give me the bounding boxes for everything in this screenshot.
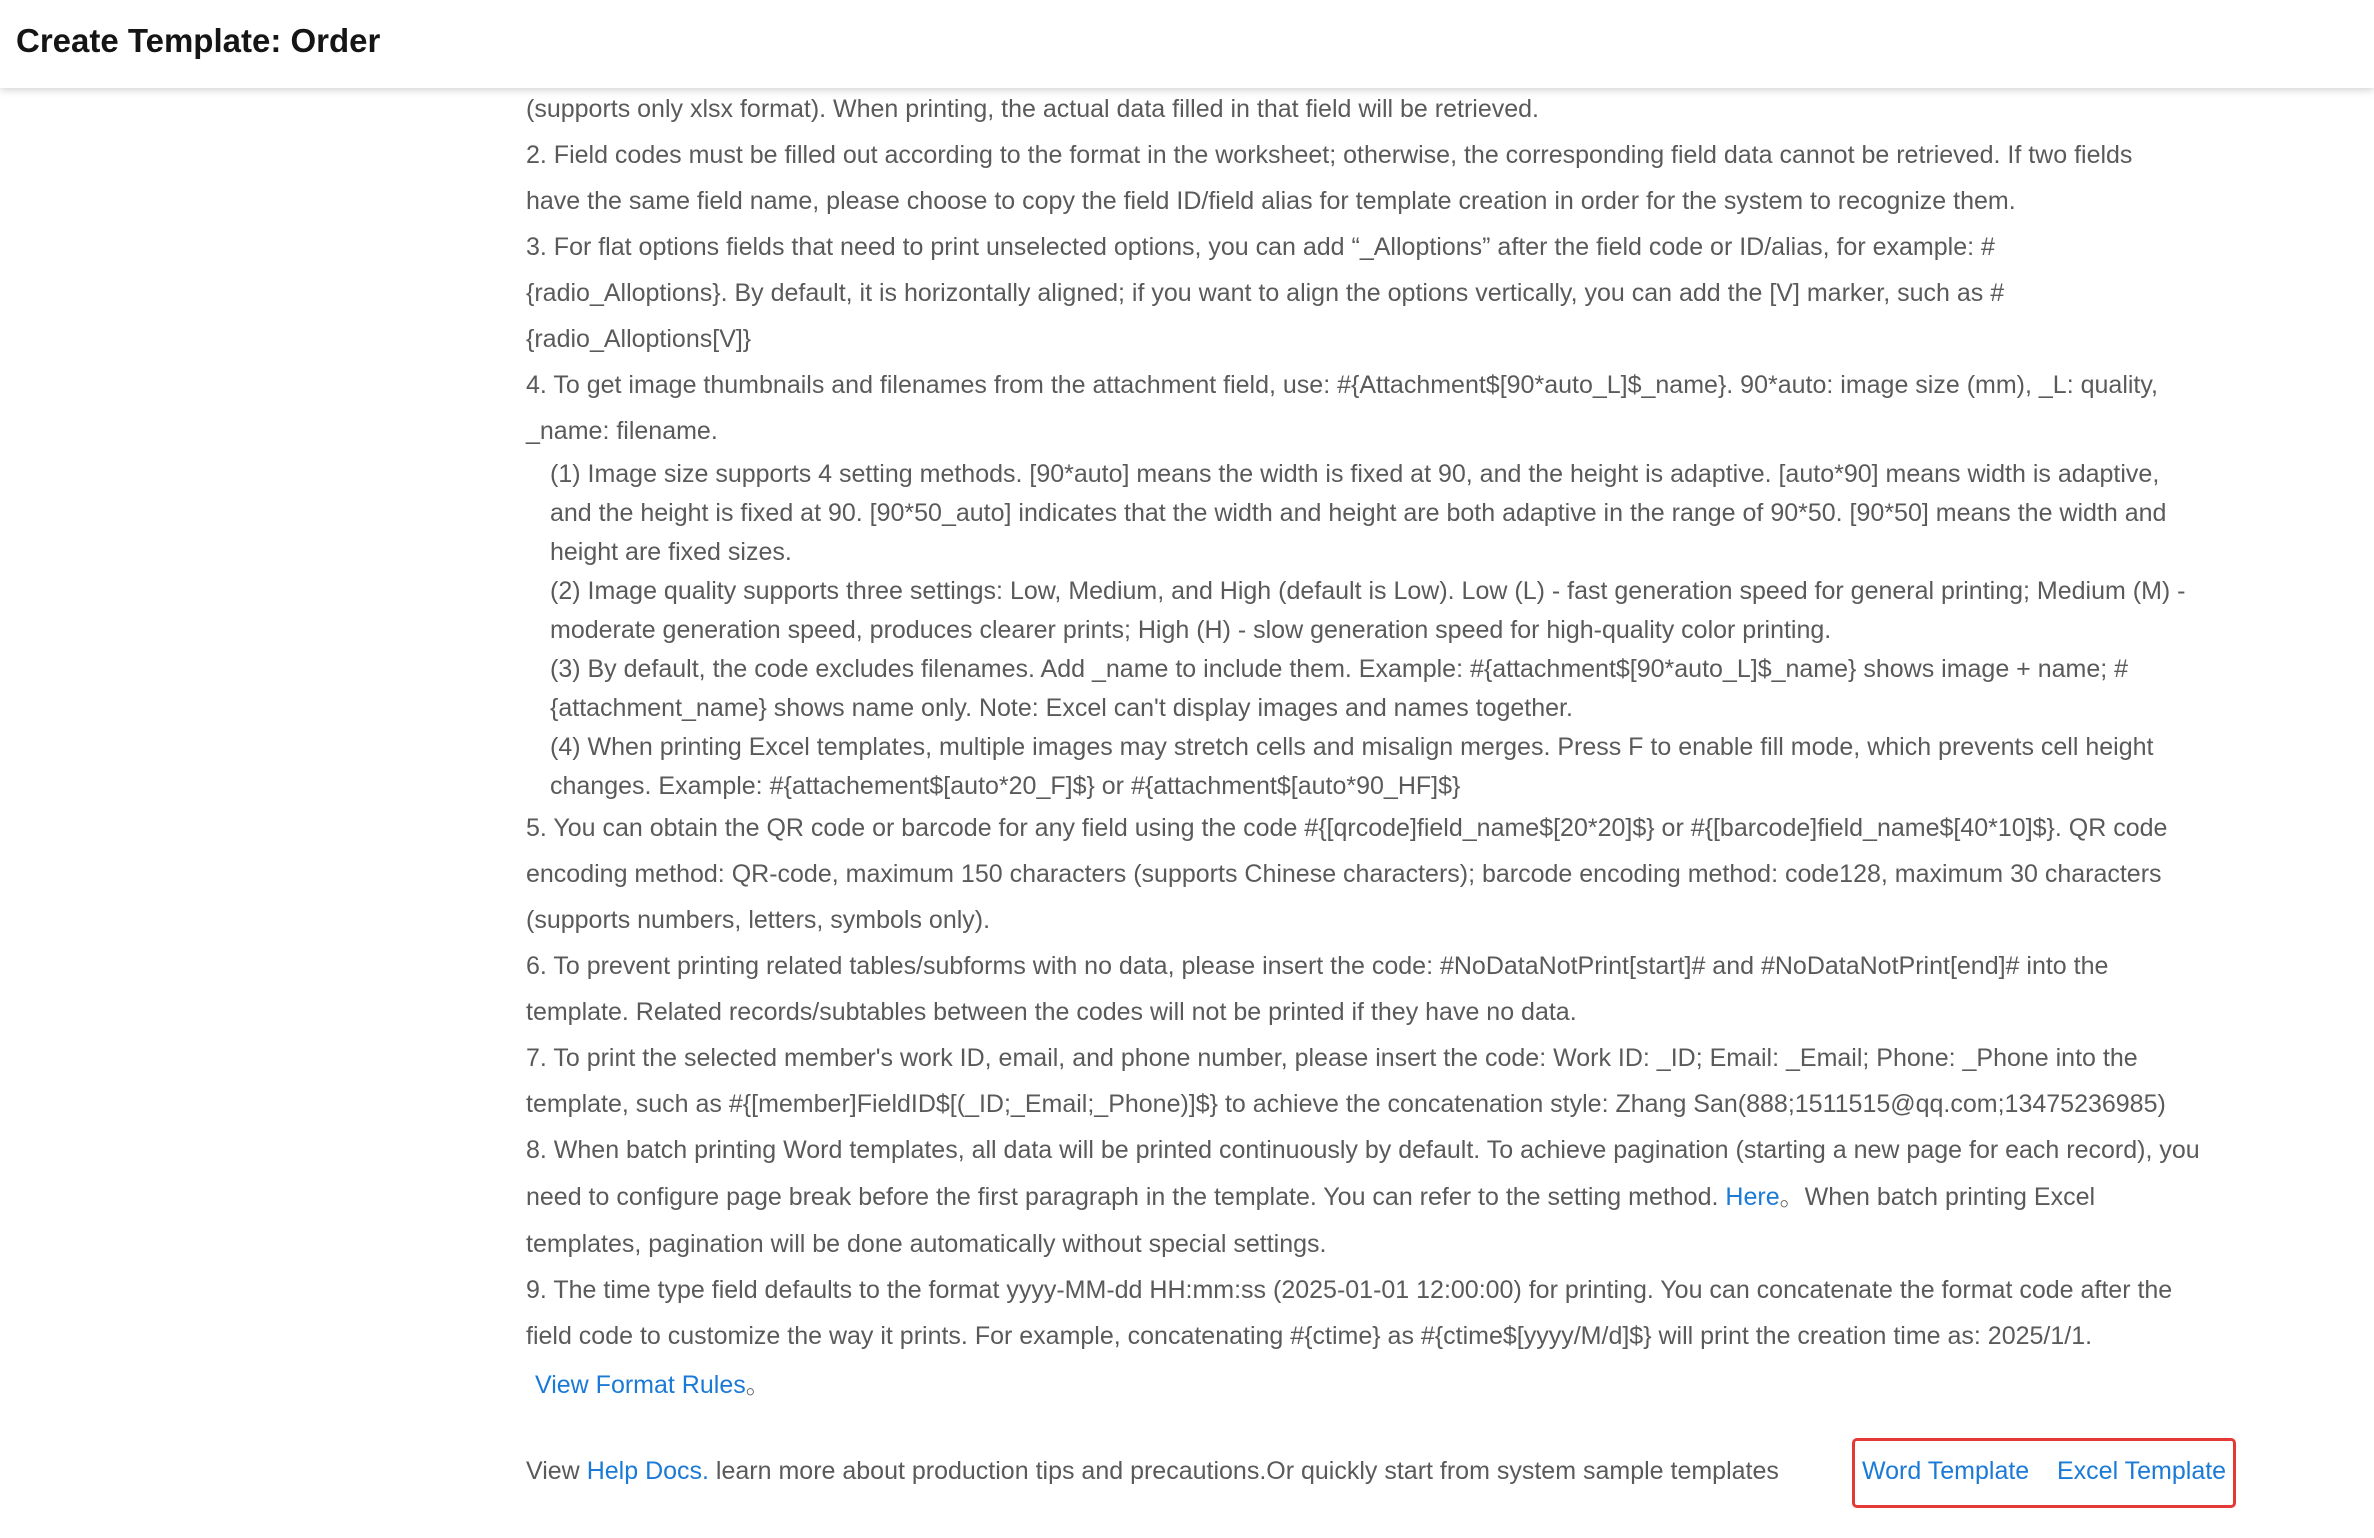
instruction-line: have the same field name, please choose to copy the field ID/field alias for template creation in order for the system to recognize them. bbox=[526, 187, 2016, 215]
instruction-line: 3. For flat options fields that need to print unselected options, you can add “_Alloptions” after the field code or ID/alias, for example: # bbox=[526, 233, 1995, 261]
instruction-line: templates, pagination will be done automatically without special settings. bbox=[526, 1230, 1327, 1258]
template-links-highlight bbox=[1852, 1438, 2236, 1508]
instruction-line: 7. To print the selected member's work ID, email, and phone number, please insert the code: Work ID: _ID; Email: _Email; Phone: _Phone into the bbox=[526, 1044, 2138, 1072]
help-docs-link[interactable]: Help Docs. bbox=[586, 1457, 709, 1485]
instruction-line: {radio_Alloptions[V]} bbox=[526, 325, 752, 353]
instruction-line: template, such as #{[member]FieldID$[(_ID;_Email;_Phone)]$} to achieve the concatenation style: Zhang San(888;1511515@qq.com;13475236985) bbox=[526, 1090, 2166, 1118]
instruction-line: template. Related records/subtables between the codes will not be printed if they have no data. bbox=[526, 998, 1577, 1026]
instruction-line: 9. The time type field defaults to the format yyyy-MM-dd HH:mm:ss (2025-01-01 12:00:00) for printing. You can concatenate the format code after the bbox=[526, 1276, 2173, 1304]
instruction-text: need to configure page break before the first paragraph in the template. You can refer to the setting method. bbox=[526, 1183, 1719, 1211]
instruction-line bbox=[526, 1180, 2095, 1214]
format-rules-line bbox=[535, 1368, 771, 1402]
footer-text: learn more about production tips and precautions.Or quickly start from system sample templates bbox=[715, 1457, 1779, 1485]
instruction-line: (supports only xlsx format). When printing, the actual data filled in that field will be retrieved. bbox=[526, 95, 1539, 123]
instruction-line: (supports numbers, letters, symbols only). bbox=[526, 906, 991, 934]
instruction-subline: {attachment_name} shows name only. Note: Excel can't display images and names together. bbox=[550, 694, 1573, 722]
instruction-line: 5. You can obtain the QR code or barcode for any field using the code #{[qrcode]field_name$[20*20]$} or #{[barcode]field_name$[40*10]$}. QR code bbox=[526, 814, 2168, 842]
instruction-subline: changes. Example: #{attachement$[auto*20_F]$} or #{attachment$[auto*90_HF]$} bbox=[550, 772, 1461, 800]
instruction-subline: (3) By default, the code excludes filenames. Add _name to include them. Example: #{attachment$[90*auto_L]$_name} shows image + name; # bbox=[550, 655, 2129, 683]
instruction-subline: height are fixed sizes. bbox=[550, 538, 792, 566]
view-format-rules-link[interactable]: View Format Rules bbox=[535, 1371, 746, 1399]
instruction-line: {radio_Alloptions}. By default, it is horizontally aligned; if you want to align the options vertically, you can add the [V] marker, such as # bbox=[526, 279, 2005, 307]
here-link[interactable]: Here bbox=[1725, 1183, 1780, 1211]
instruction-subline: (4) When printing Excel templates, multiple images may stretch cells and misalign merges. Press F to enable fill mode, which prevents cell height bbox=[550, 733, 2154, 761]
page-header bbox=[0, 0, 2374, 88]
instruction-subline: (1) Image size supports 4 setting methods. [90*auto] means the width is fixed at 90, and the height is adaptive. [auto*90] means width is adaptive, bbox=[550, 460, 2160, 488]
instruction-line: 8. When batch printing Word templates, all data will be printed continuously by default. To achieve pagination (starting a new page for each record), you bbox=[526, 1136, 2200, 1164]
instruction-subline: moderate generation speed, produces clearer prints; High (H) - slow generation speed for high-quality color printing. bbox=[550, 616, 1832, 644]
word-template-label[interactable]: Word Template bbox=[1862, 1457, 2030, 1485]
footer-prefix: View bbox=[526, 1457, 580, 1485]
instruction-line: 2. Field codes must be filled out according to the format in the worksheet; otherwise, the corresponding field data cannot be retrieved. If two fields bbox=[526, 141, 2133, 169]
instruction-line: _name: filename. bbox=[526, 417, 718, 445]
instruction-line: encoding method: QR-code, maximum 150 characters (supports Chinese characters); barcode encoding method: code128, maximum 30 characters bbox=[526, 860, 2162, 888]
excel-template-label[interactable]: Excel Template bbox=[2057, 1457, 2227, 1485]
instruction-line: 6. To prevent printing related tables/subforms with no data, please insert the code: #NoDataNotPrint[start]# and #NoDataNotPrint[end]# into the bbox=[526, 952, 2109, 980]
instruction-line: field code to customize the way it prints. For example, concatenating #{ctime} as #{ctime$[yyyy/M/d]$} will print the creation time as: 2025/1/1. bbox=[526, 1322, 2093, 1350]
instruction-text: 。When batch printing Excel bbox=[1779, 1183, 2096, 1211]
instruction-subline: and the height is fixed at 90. [90*50_auto] indicates that the width and height are both adaptive in the range of 90*50. [90*50] means the width and bbox=[550, 499, 2167, 527]
page-title: Create Template: Order bbox=[16, 22, 381, 59]
instruction-line: 4. To get image thumbnails and filenames from the attachment field, use: #{Attachment$[90*auto_L]$_name}. 90*auto: image size (mm), _L: quality, bbox=[526, 371, 2158, 399]
footer-line bbox=[526, 1454, 1779, 1488]
format-rules-suffix: 。 bbox=[745, 1371, 771, 1399]
instruction-subline: (2) Image quality supports three settings: Low, Medium, and High (default is Low). Low (L) - fast generation speed for general printing; Medium (M) - bbox=[550, 577, 2186, 605]
